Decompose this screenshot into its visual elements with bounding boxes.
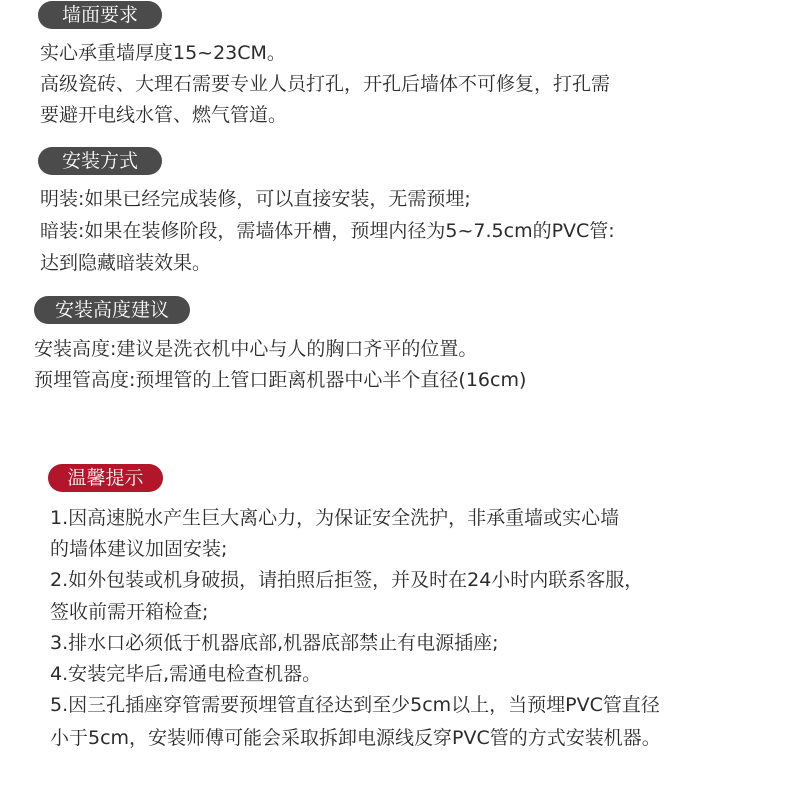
section-title-install-height: 安装高度建议	[34, 296, 190, 324]
install-method-line: 达到隐藏暗装效果。	[40, 252, 212, 274]
tip-line: 2.如外包装或机身破损，请拍照后拒签，并及时在24小时内联系客服，	[50, 569, 644, 591]
install-method-line: 暗装:如果在装修阶段，需墙体开槽，预埋内径为5~7.5cm的PVC管:	[40, 220, 615, 242]
install-height-line: 安装高度:建议是洗衣机中心与人的胸口齐平的位置。	[34, 338, 478, 360]
wall-requirement-line: 高级瓷砖、大理石需要专业人员打孔，开孔后墙体不可修复，打孔需	[40, 73, 611, 95]
wall-requirement-line: 实心承重墙厚度15~23CM。	[40, 42, 286, 64]
tip-line: 5.因三孔插座穿管需要预埋管直径达到至少5cm以上，当预埋PVC管直径	[50, 694, 660, 716]
install-method-line: 明装:如果已经完成装修，可以直接安装，无需预埋;	[40, 188, 471, 210]
tips-title-badge: 温馨提示	[48, 464, 163, 492]
section-title-wall-requirements: 墙面要求	[38, 1, 162, 29]
section-title-install-method: 安装方式	[38, 147, 162, 175]
wall-requirement-line: 要避开电线水管、燃气管道。	[40, 104, 288, 126]
tip-line: 签收前需开箱检查;	[50, 601, 209, 623]
install-height-line: 预埋管高度:预埋管的上管口距离机器中心半个直径(16cm)	[34, 369, 527, 391]
tip-line: 4.安装完毕后,需通电检查机器。	[50, 663, 322, 685]
tip-line: 小于5cm，安装师傅可能会采取拆卸电源线反穿PVC管的方式安装机器。	[50, 727, 661, 749]
tip-line: 3.排水口必须低于机器底部,机器底部禁止有电源插座;	[50, 632, 499, 654]
tip-line: 的墙体建议加固安装;	[50, 538, 228, 560]
tip-line: 1.因高速脱水产生巨大离心力，为保证安全洗护，非承重墙或实心墙	[50, 507, 620, 529]
